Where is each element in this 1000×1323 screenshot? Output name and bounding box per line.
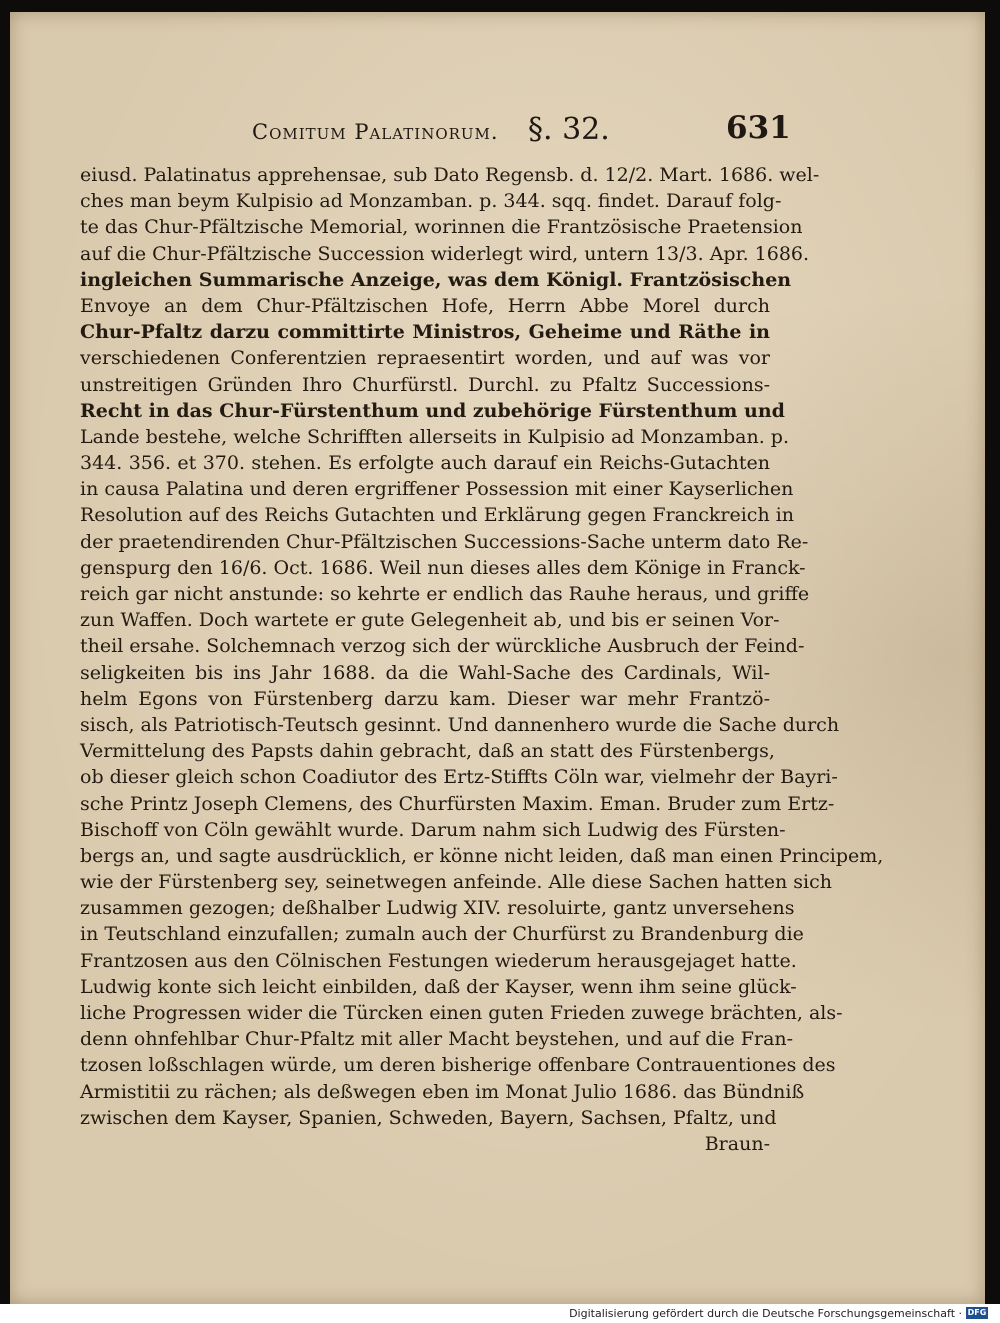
- footer-bar: [0, 1304, 1000, 1323]
- text-line: in Teutschland einzufallen; zumaln auch der Churfürst zu Brandenburg die: [80, 923, 804, 946]
- text-line: Resolution auf des Reichs Gutachten und Erklärung gegen Franckreich in: [80, 504, 795, 527]
- text-line: genspurg den 16/6. Oct. 1686. Weil nun dieses alles dem Könige in Franck-: [80, 556, 806, 579]
- text-line: ingleichen Summarische Anzeige, was dem Königl. Frantzösischen: [80, 268, 792, 291]
- text-line: verschiedenen Conferentzien repraesentirt worden, und auf was vor: [80, 347, 770, 370]
- text-line: Chur-Pfaltz darzu committirte Ministros, Geheime und Räthe in: [80, 321, 770, 344]
- catchword: Braun-: [704, 1132, 770, 1155]
- section-number: §. 32.: [528, 112, 610, 147]
- text-line: zun Waffen. Doch wartete er gute Gelegenheit ab, und bis er seinen Vor-: [80, 609, 780, 632]
- text-line: auf die Chur-Pfältzische Succession widerlegt wird, untern 13/3. Apr. 1686.: [80, 242, 810, 265]
- text-line: helm Egons von Fürstenberg darzu kam. Dieser war mehr Frantzö-: [80, 687, 770, 710]
- text-line: Recht in das Chur-Fürstenthum und zubehörige Fürstenthum und: [80, 399, 785, 422]
- text-line: wie der Fürstenberg sey, seinetwegen anfeinde. Alle diese Sachen hatten sich: [80, 871, 832, 894]
- text-line: ches man beym Kulpisio ad Monzamban. p. 344. sqq. findet. Darauf folg-: [80, 190, 782, 213]
- text-line: in causa Palatina und deren ergriffener Possession mit einer Kayserlichen: [80, 478, 794, 501]
- text-line: seligkeiten bis ins Jahr 1688. da die Wahl-Sache des Cardinals, Wil-: [80, 661, 770, 684]
- text-line: Frantzosen aus den Cölnischen Festungen wiederum herausgejaget hatte.: [80, 949, 797, 972]
- text-line: Lande bestehe, welche Schrifften allerseits in Kulpisio ad Monzamban. p.: [80, 425, 789, 448]
- text-line: Vermittelung des Papsts dahin gebracht, daß an statt des Fürstenbergs,: [80, 740, 775, 763]
- text-line: sche Printz Joseph Clemens, des Churfürsten Maxim. Eman. Bruder zum Ertz-: [80, 792, 835, 815]
- text-line: unstreitigen Gründen Ihro Churfürstl. Durchl. zu Pfaltz Successions-: [80, 373, 770, 396]
- text-line: sisch, als Patriotisch-Teutsch gesinnt. Und dannenhero wurde die Sache durch: [80, 713, 840, 736]
- text-line: zwischen dem Kayser, Spanien, Schweden, Bayern, Sachsen, Pfaltz, und: [80, 1106, 777, 1129]
- text-line: tzosen loßschlagen würde, um deren bisherige offenbare Contrauentiones des: [80, 1054, 836, 1077]
- running-head: [240, 108, 791, 152]
- text-line: Ludwig konte sich leicht einbilden, daß der Kayser, wenn ihm seine glück-: [80, 975, 797, 998]
- text-line: liche Progressen wider die Türcken einen guten Frieden zuwege brächten, als-: [80, 1002, 843, 1024]
- text-line: ob dieser gleich schon Coadiutor des Ertz-Stiffts Cöln war, vielmehr der Bayri-: [80, 766, 838, 789]
- text-line: Armistitii zu rächen; als deßwegen eben im Monat Julio 1686. das Bündniß: [80, 1080, 805, 1103]
- text-line: bergs an, und sagte ausdrücklich, er könne nicht leiden, daß man einen Principem,: [80, 844, 884, 867]
- text-line: Bischoff von Cöln gewählt wurde. Darum nahm sich Ludwig des Fürsten-: [80, 818, 786, 841]
- dfg-logo-icon: DFG: [967, 1308, 987, 1317]
- running-head-title: Comitum Palatinorum.: [252, 120, 499, 144]
- funding-credit: Digitalisierung gefördert durch die Deutsche Forschungsgemeinschaft ·: [569, 1307, 962, 1320]
- text-line: te das Chur-Pfältzische Memorial, worinnen die Frantzösische Praetension: [80, 216, 803, 239]
- text-line: reich gar nicht anstunde: so kehrte er endlich das Rauhe heraus, und griffe: [80, 583, 810, 605]
- text-line: denn ohnfehlbar Chur-Pfaltz mit aller Macht beystehen, und auf die Fran-: [80, 1028, 794, 1051]
- text-line: theil ersahe. Solchemnach verzog sich der würckliche Ausbruch der Feind-: [80, 635, 805, 658]
- text-line: eiusd. Palatinatus apprehensae, sub Dato Regensb. d. 12/2. Mart. 1686. wel-: [80, 164, 820, 186]
- text-line: zusammen gezogen; deßhalber Ludwig XIV. resoluirte, gantz unversehens: [80, 897, 795, 920]
- body-text: [80, 162, 884, 1157]
- text-line: 344. 356. et 370. stehen. Es erfolgte auch darauf ein Reichs-Gutachten: [80, 452, 770, 475]
- text-line: Envoye an dem Chur-Pfältzischen Hofe, Herrn Abbe Morel durch: [80, 294, 770, 317]
- book-page: [10, 12, 985, 1304]
- page-number: 631: [726, 110, 791, 146]
- text-line: der praetendirenden Chur-Pfältzischen Successions-Sache unterm dato Re-: [80, 530, 809, 553]
